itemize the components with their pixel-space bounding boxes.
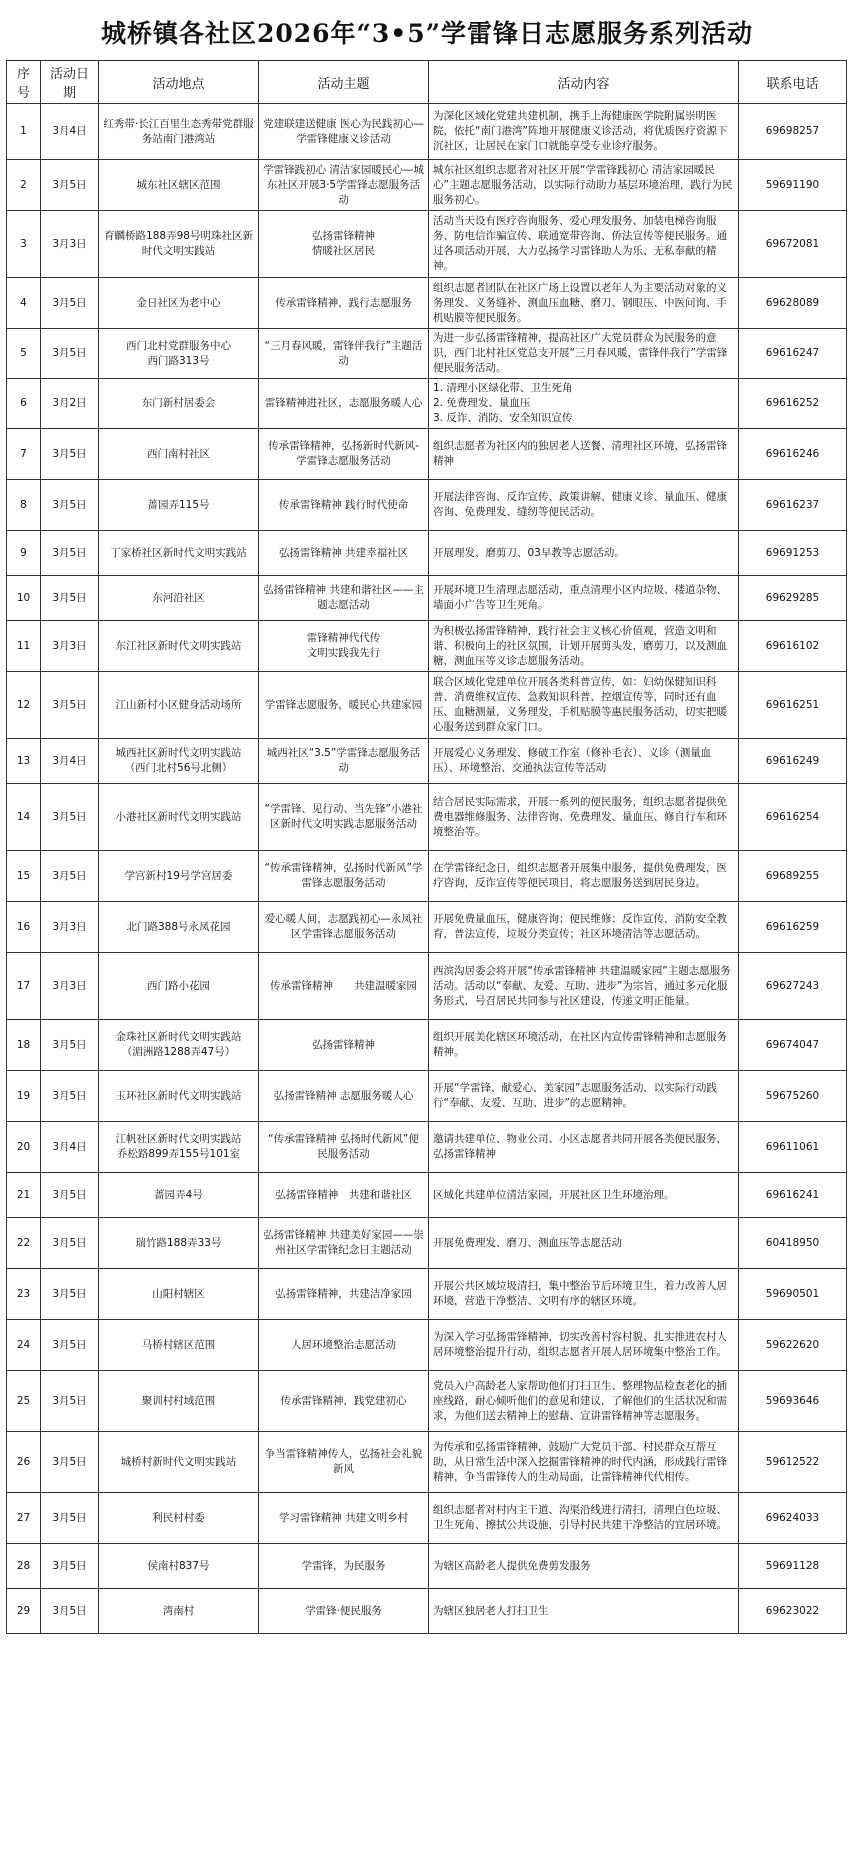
cell-topic: 人居环境整治志愿活动 [259, 1320, 429, 1371]
table-row [7, 1269, 847, 1320]
header-date: 活动日期 [41, 61, 99, 104]
table-row [7, 739, 847, 784]
cell-date: 3月5日 [41, 1269, 99, 1320]
cell-phone: 69616254 [739, 784, 847, 851]
cell-date: 3月5日 [41, 851, 99, 902]
table-row [7, 902, 847, 953]
cell-place: 玉环社区新时代文明实践站 [99, 1071, 259, 1122]
cell-place: 马桥村辖区范围 [99, 1320, 259, 1371]
cell-content: 开展理发、磨剪刀、03早教等志愿活动。 [429, 531, 739, 576]
table-row [7, 1020, 847, 1071]
cell-date: 3月5日 [41, 480, 99, 531]
cell-phone: 69616252 [739, 379, 847, 429]
cell-content: 开展爱心义务理发、修破工作室（修补毛衣）、义诊（测量血压）、环境整治、交通执法宣传等活动 [429, 739, 739, 784]
cell-place: 瑞竹路188弄33号 [99, 1218, 259, 1269]
table-row [7, 1371, 847, 1432]
cell-date: 3月5日 [41, 1493, 99, 1544]
cell-content: 开展免费理发、磨刀、测血压等志愿活动 [429, 1218, 739, 1269]
cell-content: 为辖区高龄老人提供免费剪发服务 [429, 1544, 739, 1589]
cell-topic: 传承雷锋精神，践行志愿服务 [259, 278, 429, 329]
cell-place: 利民村村委 [99, 1493, 259, 1544]
cell-no: 15 [7, 851, 41, 902]
cell-no: 13 [7, 739, 41, 784]
cell-phone: 69611061 [739, 1122, 847, 1173]
cell-topic: “学雷锋、见行动、当先锋”小港社区新时代文明实践志愿服务活动 [259, 784, 429, 851]
cell-content: 活动当天设有医疗咨询服务、爱心理发服务、加装电梯咨询服务、防电信诈骗宣传、联通宽带咨询、侨法宣传等便民服务。通过各项活动开展，大力弘扬学习雷锋助人为乐、无私奉献的精神。 [429, 211, 739, 278]
table-row [7, 379, 847, 429]
cell-date: 3月5日 [41, 329, 99, 379]
cell-date: 3月4日 [41, 739, 99, 784]
cell-content: 为深入学习弘扬雷锋精神，切实改善村容村貌、扎实推进农村人居环境整治提升行动，组织志愿者开展人居环境集中整治工作。 [429, 1320, 739, 1371]
table-row [7, 480, 847, 531]
table-row [7, 851, 847, 902]
cell-topic: 学雷锋志愿服务，暖民心共建家园 [259, 672, 429, 739]
cell-place: 西门南村社区 [99, 429, 259, 480]
cell-topic: 弘扬雷锋精神 情暖社区居民 [259, 211, 429, 278]
cell-date: 3月4日 [41, 104, 99, 160]
cell-phone: 69623022 [739, 1589, 847, 1634]
cell-no: 27 [7, 1493, 41, 1544]
cell-no: 29 [7, 1589, 41, 1634]
cell-phone: 59691128 [739, 1544, 847, 1589]
cell-date: 3月5日 [41, 1173, 99, 1218]
cell-topic: 学雷锋·便民服务 [259, 1589, 429, 1634]
table-row [7, 953, 847, 1020]
cell-no: 21 [7, 1173, 41, 1218]
cell-topic: 学习雷锋精神 共建文明乡村 [259, 1493, 429, 1544]
cell-topic: 弘扬雷锋精神 共建和谐社区——主题志愿活动 [259, 576, 429, 621]
cell-place: 金日社区为老中心 [99, 278, 259, 329]
cell-phone: 59612522 [739, 1432, 847, 1493]
cell-no: 26 [7, 1432, 41, 1493]
cell-phone: 69672081 [739, 211, 847, 278]
cell-phone: 69616102 [739, 621, 847, 672]
cell-place: 红秀带·长江百里生态秀带党群服务站南门港湾站 [99, 104, 259, 160]
cell-no: 24 [7, 1320, 41, 1371]
cell-no: 10 [7, 576, 41, 621]
cell-phone: 69616251 [739, 672, 847, 739]
cell-place: 东江社区新时代文明实践站 [99, 621, 259, 672]
cell-no: 1 [7, 104, 41, 160]
cell-topic: 弘扬雷锋精神，共建洁净家园 [259, 1269, 429, 1320]
cell-date: 3月5日 [41, 278, 99, 329]
cell-place: 江山新村小区健身活动场所 [99, 672, 259, 739]
table-row [7, 784, 847, 851]
cell-phone: 69689255 [739, 851, 847, 902]
cell-no: 22 [7, 1218, 41, 1269]
cell-phone: 69698257 [739, 104, 847, 160]
cell-topic: 争当雷锋精神传人，弘扬社会礼貌新风 [259, 1432, 429, 1493]
cell-phone: 69691253 [739, 531, 847, 576]
cell-content: 开展“学雷锋、献爱心、美家园”志愿服务活动，以实际行动践行“奉献、友爱、互助、进步”的志愿精神。 [429, 1071, 739, 1122]
table-row [7, 576, 847, 621]
cell-content: 在学雷锋纪念日，组织志愿者开展集中服务，提供免费理发，医疗咨询，反诈宣传等便民项目，将志愿服务送到居民身边。 [429, 851, 739, 902]
header-place: 活动地点 [99, 61, 259, 104]
cell-phone: 69616247 [739, 329, 847, 379]
cell-content: 联合区域化党建单位开展各类科普宣传，如：妇幼保健知识科普、消费维权宣传、急救知识科普、控烟宣传等，同时还有血压、血糖测量，义务理发，手机贴膜等惠民服务活动，切实把暖心服务送到群众家门口。 [429, 672, 739, 739]
cell-date: 3月5日 [41, 672, 99, 739]
cell-place: 城桥村新时代文明实践站 [99, 1432, 259, 1493]
cell-place: 侯南村837号 [99, 1544, 259, 1589]
cell-phone: 59675260 [739, 1071, 847, 1122]
cell-content: 开展公共区域垃圾清扫，集中整治节后环境卫生，着力改善人居环境，营造干净整洁、文明有序的辖区环境。 [429, 1269, 739, 1320]
cell-no: 4 [7, 278, 41, 329]
cell-topic: “三月春风暖，雷锋伴我行”主题活动 [259, 329, 429, 379]
cell-topic: 传承雷锋精神 共建温暖家园 [259, 953, 429, 1020]
cell-no: 28 [7, 1544, 41, 1589]
cell-date: 3月5日 [41, 1071, 99, 1122]
cell-place: 西门路小花园 [99, 953, 259, 1020]
cell-place: 蔷园弄115号 [99, 480, 259, 531]
cell-place: 湾南村 [99, 1589, 259, 1634]
activity-table [6, 60, 847, 1634]
cell-date: 3月5日 [41, 1544, 99, 1589]
cell-no: 23 [7, 1269, 41, 1320]
cell-phone: 69616246 [739, 429, 847, 480]
cell-no: 5 [7, 329, 41, 379]
cell-date: 3月5日 [41, 1218, 99, 1269]
cell-topic: 雷锋精神代代传 文明实践我先行 [259, 621, 429, 672]
table-row [7, 211, 847, 278]
cell-date: 3月5日 [41, 1320, 99, 1371]
cell-topic: 学雷锋，为民服务 [259, 1544, 429, 1589]
cell-content: 开展环境卫生清理志愿活动，重点清理小区内垃圾、楼道杂物、墙面小广告等卫生死角。 [429, 576, 739, 621]
cell-topic: 弘扬雷锋精神 共建和谐社区 [259, 1173, 429, 1218]
cell-topic: 传承雷锋精神，践党建初心 [259, 1371, 429, 1432]
cell-phone: 69674047 [739, 1020, 847, 1071]
cell-content: 组织开展美化辖区环境活动，在社区内宣传雷锋精神和志愿服务精神。 [429, 1020, 739, 1071]
table-row [7, 329, 847, 379]
cell-no: 17 [7, 953, 41, 1020]
header-phone: 联系电话 [739, 61, 847, 104]
cell-topic: 弘扬雷锋精神 共建幸福社区 [259, 531, 429, 576]
cell-date: 3月4日 [41, 1122, 99, 1173]
cell-topic: 弘扬雷锋精神 共建美好家园——崇州社区学雷锋纪念日主题活动 [259, 1218, 429, 1269]
cell-no: 6 [7, 379, 41, 429]
cell-no: 11 [7, 621, 41, 672]
cell-no: 12 [7, 672, 41, 739]
table-row [7, 1122, 847, 1173]
cell-date: 3月5日 [41, 1432, 99, 1493]
cell-date: 3月5日 [41, 576, 99, 621]
cell-place: 城西社区新时代文明实践站 （西门北村56号北侧） [99, 739, 259, 784]
cell-topic: “传承雷锋精神 弘扬时代新风”便民服务活动 [259, 1122, 429, 1173]
cell-content: 为深化区域化党建共建机制，携手上海健康医学院附属崇明医院，依托“南门港湾”阵地开展健康义诊活动，将优质医疗资源下沉社区，让居民在家门口就能享受专业诊疗服务。 [429, 104, 739, 160]
cell-topic: 城西社区“3.5”学雷锋志愿服务活动 [259, 739, 429, 784]
cell-date: 3月5日 [41, 429, 99, 480]
cell-content: 开展免费量血压，健康咨询；便民维修；反诈宣传，消防安全教育，普法宣传，垃圾分类宣传；社区环境清洁等志愿活动。 [429, 902, 739, 953]
cell-phone: 59693646 [739, 1371, 847, 1432]
cell-date: 3月3日 [41, 211, 99, 278]
cell-date: 3月5日 [41, 1371, 99, 1432]
cell-date: 3月3日 [41, 621, 99, 672]
cell-place: 学宫新村19号学宫居委 [99, 851, 259, 902]
cell-no: 25 [7, 1371, 41, 1432]
table-row [7, 1071, 847, 1122]
cell-phone: 69616259 [739, 902, 847, 953]
cell-content: 城东社区组织志愿者对社区开展“学雷锋践初心 清洁家园暖民心”主题志愿服务活动，以实际行动助力基层环境治理，践行为民服务初心。 [429, 160, 739, 211]
cell-date: 3月5日 [41, 784, 99, 851]
table-row [7, 1320, 847, 1371]
cell-phone: 60418950 [739, 1218, 847, 1269]
table-row [7, 104, 847, 160]
cell-phone: 69616241 [739, 1173, 847, 1218]
cell-content: 组织志愿者团队在社区广场上设置以老年人为主要活动对象的义务理发、义务缝补、测血压血糖、磨刀、钢眼压、中医问询、手机贴膜等便民服务。 [429, 278, 739, 329]
table-row [7, 672, 847, 739]
cell-place: 西门北村党群服务中心 西门路313号 [99, 329, 259, 379]
cell-phone: 59622620 [739, 1320, 847, 1371]
cell-content: 为积极弘扬雷锋精神，践行社会主义核心价值观，营造文明和谐、积极向上的社区氛围，计划开展剪头发，磨剪刀，以及测血糖，测血压等义诊志愿服务活动。 [429, 621, 739, 672]
cell-content: 开展法律咨询、反诈宣传、政策讲解、健康义诊、量血压、健康咨询、免费理发、缝纫等便民活动。 [429, 480, 739, 531]
cell-topic: 爱心暖人间，志愿践初心—永凤社区学雷锋志愿服务活动 [259, 902, 429, 953]
cell-phone: 59690501 [739, 1269, 847, 1320]
table-row [7, 621, 847, 672]
page-title: 城桥镇各社区2026年“3•5”学雷锋日志愿服务系列活动 [100, 19, 754, 48]
cell-date: 3月5日 [41, 531, 99, 576]
cell-date: 3月3日 [41, 902, 99, 953]
cell-content: 1. 清理小区绿化带、卫生死角 2. 免费理发、量血压 3. 反诈、消防、安全知识宣传 [429, 379, 739, 429]
cell-place: 蔷园弄4号 [99, 1173, 259, 1218]
cell-content: 西滨沟居委会将开展“传承雷锋精神 共建温暖家园”主题志愿服务活动。活动以“奉献、友爱、互助、进步”为宗旨，通过多元化服务形式，号召居民共同参与社区建设，传递文明正能量。 [429, 953, 739, 1020]
cell-topic: 雷锋精神进社区，志愿服务暖人心 [259, 379, 429, 429]
cell-date: 3月5日 [41, 1589, 99, 1634]
table-row [7, 278, 847, 329]
cell-no: 7 [7, 429, 41, 480]
cell-content: 组织志愿者对村内主干道、沟渠沿线进行清扫，清理白色垃圾、卫生死角、擦拭公共设施，引导村民共建干净整洁的宜居环境。 [429, 1493, 739, 1544]
cell-topic: 学雷锋践初心 清洁家园暖民心—城东社区开展3·5学雷锋志愿服务活动 [259, 160, 429, 211]
cell-phone: 59691190 [739, 160, 847, 211]
cell-phone: 69624033 [739, 1493, 847, 1544]
table-row [7, 1218, 847, 1269]
cell-phone: 69616237 [739, 480, 847, 531]
cell-place: 北门路388号永凤花园 [99, 902, 259, 953]
cell-no: 19 [7, 1071, 41, 1122]
cell-content: 为传承和弘扬雷锋精神，鼓励广大党员干部、村民群众互帮互助，从日常生活中深入挖掘雷锋精神的时代内涵，形成践行雷锋精神，争当雷锋传人的生动局面，让雷锋精神代代相传。 [429, 1432, 739, 1493]
header-topic: 活动主题 [259, 61, 429, 104]
cell-no: 3 [7, 211, 41, 278]
cell-place: 金珠社区新时代文明实践站 （湄洲路1288弄47号） [99, 1020, 259, 1071]
cell-place: 东河沿社区 [99, 576, 259, 621]
cell-content: 结合居民实际需求，开展一系列的便民服务，组织志愿者提供免费电器维修服务、法律咨询、免费理发、量血压、修自行车和环境整治等。 [429, 784, 739, 851]
cell-place: 育麟桥路188弄98号明珠社区新时代文明实践站 [99, 211, 259, 278]
header-no: 序号 [7, 61, 41, 104]
cell-place: 小港社区新时代文明实践站 [99, 784, 259, 851]
cell-topic: 传承雷锋精神，弘扬新时代新风-学雷锋志愿服务活动 [259, 429, 429, 480]
cell-no: 14 [7, 784, 41, 851]
cell-topic: 传承雷锋精神 践行时代使命 [259, 480, 429, 531]
cell-date: 3月3日 [41, 953, 99, 1020]
cell-topic: 弘扬雷锋精神 [259, 1020, 429, 1071]
cell-phone: 69628089 [739, 278, 847, 329]
cell-topic: 党建联建送健康 医心为民践初心—学雷锋健康义诊活动 [259, 104, 429, 160]
table-row [7, 1493, 847, 1544]
cell-no: 16 [7, 902, 41, 953]
cell-content: 党员入户高龄老人家帮助他们打扫卫生、整理物品检查老化的插座线路，耐心倾听他们的意见和建议，了解他们的生活状况和需求，为他们送去精神上的慰藉、宣讲雷锋精神等志愿服务。 [429, 1371, 739, 1432]
table-row [7, 160, 847, 211]
header-content: 活动内容 [429, 61, 739, 104]
cell-phone: 69627243 [739, 953, 847, 1020]
cell-no: 18 [7, 1020, 41, 1071]
cell-content: 为进一步弘扬雷锋精神，提高社区广大党员群众为民服务的意识，西门北村社区党总支开展“三月春风暖，雷锋伴我行”学雷锋便民服务活动。 [429, 329, 739, 379]
cell-content: 区域化共建单位清洁家园，开展社区卫生环境治理。 [429, 1173, 739, 1218]
table-row [7, 1589, 847, 1634]
cell-place: 聚训村村域范围 [99, 1371, 259, 1432]
cell-date: 3月5日 [41, 160, 99, 211]
cell-date: 3月2日 [41, 379, 99, 429]
cell-no: 2 [7, 160, 41, 211]
cell-no: 8 [7, 480, 41, 531]
cell-content: 邀请共建单位、物业公司、小区志愿者共同开展各类便民服务，弘扬雷锋精神 [429, 1122, 739, 1173]
table-row [7, 429, 847, 480]
table-header-row [7, 61, 847, 104]
cell-topic: “传承雷锋精神，弘扬时代新风”学雷锋志愿服务活动 [259, 851, 429, 902]
table-row [7, 1173, 847, 1218]
cell-topic: 弘扬雷锋精神 志愿服务暖人心 [259, 1071, 429, 1122]
table-row [7, 531, 847, 576]
cell-place: 江帆社区新时代文明实践站 乔松路899弄155号101室 [99, 1122, 259, 1173]
cell-content: 组织志愿者为社区内的独居老人送餐、清理社区环境，弘扬雷锋精神 [429, 429, 739, 480]
cell-place: 山阳村辖区 [99, 1269, 259, 1320]
cell-no: 20 [7, 1122, 41, 1173]
cell-place: 城东社区辖区范围 [99, 160, 259, 211]
cell-no: 9 [7, 531, 41, 576]
table-row [7, 1544, 847, 1589]
cell-phone: 69616249 [739, 739, 847, 784]
cell-place: 丁家桥社区新时代文明实践站 [99, 531, 259, 576]
table-row [7, 1432, 847, 1493]
cell-date: 3月5日 [41, 1020, 99, 1071]
cell-place: 东门新村居委会 [99, 379, 259, 429]
cell-phone: 69629285 [739, 576, 847, 621]
cell-content: 为辖区独居老人打扫卫生 [429, 1589, 739, 1634]
